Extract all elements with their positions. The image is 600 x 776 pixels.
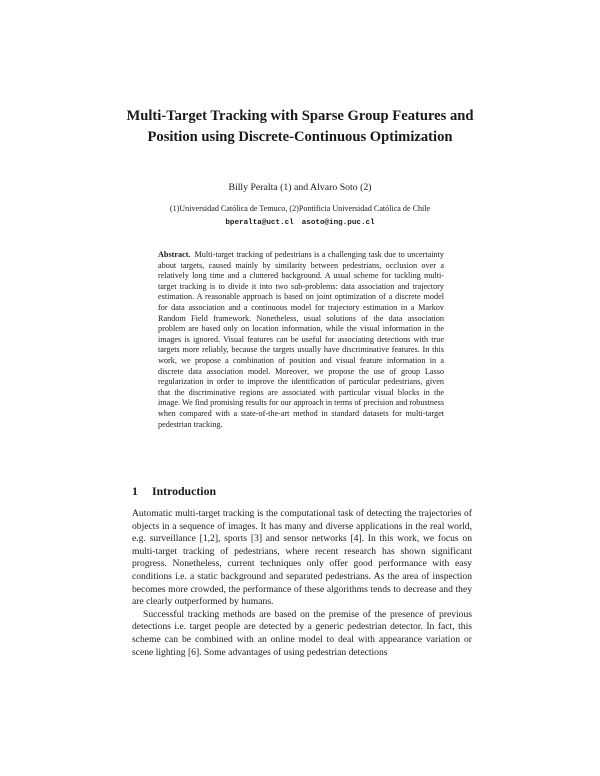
- author-list: Billy Peralta (1) and Alvaro Soto (2): [228, 182, 372, 193]
- email-soto: asoto@ing.puc.cl: [301, 219, 375, 227]
- body-paragraph: Successful tracking methods are based on the premise of the presence of previous detections i.e. target people are detected by a generic pedestrian detector. In fact, this scheme can be combined with an online model to deal with appearance variation or scene lighting [6]. Some advantages of using pedestrian detections: [132, 608, 472, 658]
- section-title: Introduction: [152, 484, 217, 498]
- email-list: [100, 218, 500, 228]
- affiliations: (1)Universidad Católica de Temuco, (2)Pontificia Universidad Católica de Chile: [169, 204, 431, 213]
- body-paragraph: Automatic multi-target tracking is the computational task of detecting the trajectories of objects in a sequence of images. It has many and diverse applications in the real world, e.g. surveillance [1,2], sports [3] and sensor networks [4]. In this work, we focus on multi-target tracking of pedestrians, where recent research has shown significant progress. Nonetheless, current techniques only offer good performance with easy conditions i.e. a static background and separated pedestrians. As the area of inspection becomes more crowded, the performance of these algorithms tends to decrease and they are clearly outperformed by humans.: [132, 508, 472, 608]
- section-number: 1: [132, 484, 138, 498]
- abstract-text: Multi-target tracking of pedestrians is a challenging task due to uncertainty about targets, caused mainly by similarity between pedestrians, occlusion over a relatively long time and a cluttered background. A usual scheme for tackling multi-target tracking is to divide it into two sub-problems: data association and trajectory estimation. A reasonable approach is based on joint optimization of a discrete model for data association and a continuous model for trajectory estimation in a Markov Random Field framework. Nonetheless, usual solutions of the data association problem are based only on location information, while the visual information in the images is ignored. Visual features can be useful for associating detections with true targets more reliably, because the targets usually have discriminative features. In this work, we propose a combination of position and visual feature information in a discrete data association model. Moreover, we propose the use of group Lasso regularization in order to improve the identification of particular pedestrians, given that the discriminative regions are associated with particular visual blocks in the image. We find promising results for our approach in terms of precision and robustness when compared with a state-of-the-art method in standard datasets for multi-target pedestrian tracking.: [158, 250, 444, 429]
- abstract: [158, 250, 444, 430]
- section-body: [132, 508, 472, 659]
- section-heading: [132, 484, 472, 498]
- paper-title: Multi-Target Tracking with Sparse Group Features and Position using Discrete-Continuous Optimization: [126, 108, 474, 145]
- email-peralta: bperalta@uct.cl: [225, 219, 294, 227]
- abstract-label: Abstract.: [158, 250, 191, 259]
